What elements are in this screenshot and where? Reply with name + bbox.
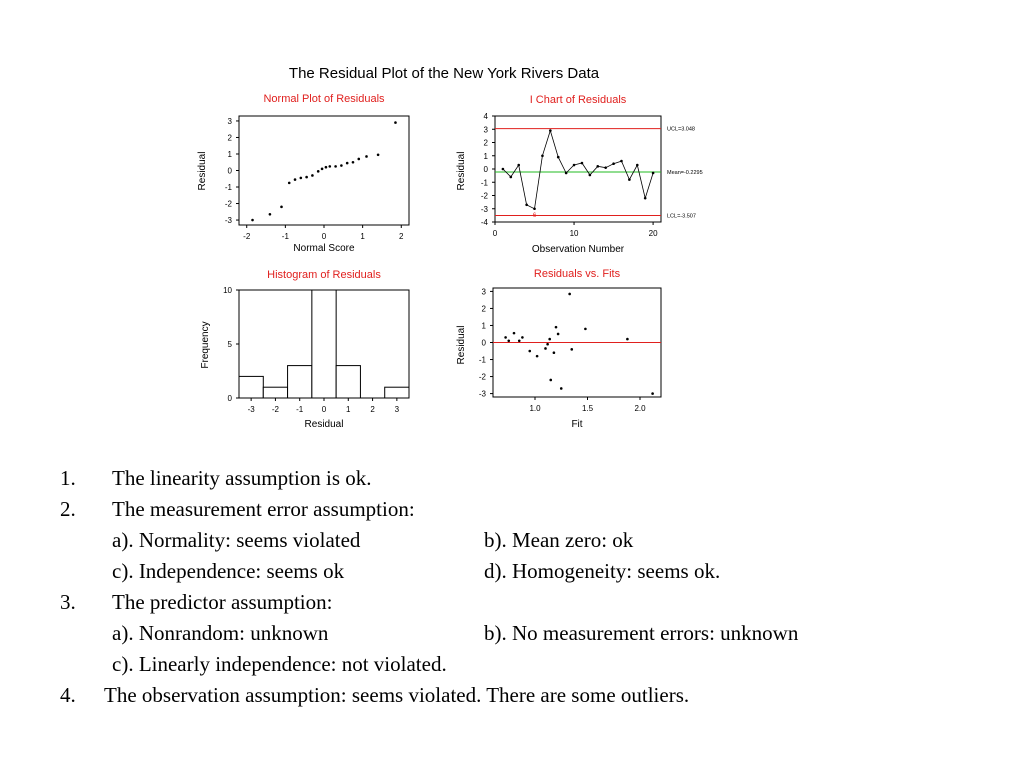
normal-plot-ytick-label: 3: [227, 116, 232, 126]
residuals-vs-fits-title: Residuals vs. Fits: [533, 268, 621, 280]
normal-plot-point: [346, 162, 349, 165]
normal-plot-point: [352, 161, 355, 164]
i-chart-point: [502, 168, 505, 171]
i-chart-xtick-label: 10: [569, 229, 579, 238]
i-chart-point: [612, 162, 615, 165]
i-chart-ytick-label: -2: [480, 191, 488, 201]
histogram-xtick-label: -2: [271, 405, 279, 414]
i-chart-point: [596, 165, 599, 168]
histogram-ytick-label: 10: [223, 286, 232, 295]
normal-plot-point: [280, 206, 283, 209]
note-2d: d). Homogeneity: seems ok.: [484, 559, 721, 583]
histogram-ylabel: Frequency: [200, 321, 211, 369]
residuals-vs-fits-panel: [456, 268, 661, 430]
i-chart-point: [533, 207, 536, 210]
i-chart-point: [573, 164, 576, 167]
histogram-title: Histogram of Residuals: [267, 269, 381, 281]
residuals-vs-fits-ytick-label: 3: [481, 287, 486, 297]
i-chart-series-line: [503, 131, 653, 209]
normal-plot-frame: [239, 116, 409, 225]
note-3a: a). Nonrandom: unknown: [112, 621, 329, 645]
residuals-vs-fits-point: [521, 336, 524, 339]
note-2c: c). Independence: seems ok: [112, 559, 345, 583]
histogram-xtick-label: 0: [321, 405, 327, 414]
normal-plot-ytick-label: 1: [227, 149, 232, 159]
note-2b: b). Mean zero: ok: [484, 528, 634, 552]
normal-plot-point: [325, 166, 328, 169]
residuals-vs-fits-xtick-label: 1.5: [581, 404, 594, 413]
histogram-bar: [385, 387, 409, 398]
normal-plot-point: [311, 174, 314, 177]
residuals-vs-fits-point: [548, 338, 551, 341]
normal-plot-xtick-label: 1: [360, 232, 365, 241]
histogram-xtick-label: 1: [346, 405, 351, 414]
i-chart-ytick-label: -3: [480, 204, 488, 214]
residuals-vs-fits-point: [544, 347, 547, 350]
note-3-text: The predictor assumption:: [112, 590, 333, 614]
i-chart-point: [549, 129, 552, 132]
residuals-vs-fits-point: [557, 333, 560, 336]
note-4-number: 4.: [60, 683, 76, 707]
normal-plot-point: [377, 154, 380, 157]
histogram-bar: [288, 366, 312, 398]
i-chart-point: [541, 154, 544, 157]
normal-plot-ytick-label: 0: [227, 166, 232, 176]
residuals-vs-fits-point: [549, 379, 552, 382]
note-1-text: The linearity assumption is ok.: [112, 466, 372, 490]
note-2a: a). Normality: seems violated: [112, 528, 361, 552]
residuals-vs-fits-ytick-label: 0: [481, 338, 486, 348]
i-chart-ucl-label: UCL=3.048: [667, 126, 695, 133]
residuals-vs-fits-point: [553, 351, 556, 354]
histogram-xtick-label: 2: [370, 405, 375, 414]
normal-plot-ytick-label: 2: [227, 133, 232, 143]
normal-plot-point: [365, 155, 368, 158]
normal-plot-point: [294, 178, 297, 181]
residuals-vs-fits-point: [570, 348, 573, 351]
normal-plot-ytick-label: -3: [224, 216, 232, 226]
normal-plot-point: [394, 121, 397, 124]
histogram-bar: [312, 290, 336, 398]
normal-plot-point: [251, 219, 254, 222]
i-chart-xlabel: Observation Number: [531, 244, 625, 255]
normal-plot-point: [321, 168, 324, 171]
residuals-vs-fits-xlabel: Fit: [571, 419, 583, 430]
histogram-xtick-label: -3: [247, 405, 255, 414]
i-chart-point: [510, 176, 513, 179]
histogram-xtick-label: -1: [296, 405, 304, 414]
note-1-number: 1.: [60, 466, 76, 490]
histogram-xtick-label: 3: [394, 405, 400, 414]
i-chart-ytick-label: 3: [483, 125, 488, 135]
residuals-vs-fits-point: [584, 328, 587, 331]
i-chart-mean-label: Mean=-0.2295: [667, 170, 703, 177]
normal-plot-ylabel: Residual: [197, 151, 208, 191]
histogram-ytick-label: 0: [227, 394, 232, 403]
normal-plot-panel: [197, 93, 409, 254]
residuals-vs-fits-point: [626, 338, 629, 341]
i-chart-ytick-label: 0: [483, 165, 488, 174]
normal-plot-xtick-label: 0: [321, 232, 327, 241]
residuals-vs-fits-ytick-label: 1: [481, 321, 486, 331]
i-chart-point: [525, 203, 528, 206]
residuals-vs-fits-point: [560, 387, 563, 390]
normal-plot-point: [340, 164, 343, 167]
residuals-vs-fits-xtick-label: 1.0: [529, 404, 541, 413]
i-chart-title: I Chart of Residuals: [529, 94, 627, 106]
normal-plot-point: [328, 165, 331, 168]
i-chart-ytick-label: 4: [483, 112, 488, 121]
i-chart-point: [589, 174, 592, 177]
note-3b: b). No measurement errors: unknown: [484, 621, 799, 645]
residuals-vs-fits-point: [507, 339, 510, 342]
residuals-vs-fits-point: [536, 355, 539, 358]
i-chart-xtick-label: 20: [648, 229, 658, 238]
i-chart-point: [628, 178, 631, 181]
i-chart-point: [581, 162, 584, 165]
normal-plot-point: [288, 182, 291, 185]
residuals-vs-fits-point: [504, 336, 507, 339]
residuals-vs-fits-ytick-label: 2: [481, 304, 486, 314]
normal-plot-point: [357, 158, 360, 161]
normal-plot-xlabel: Normal Score: [293, 243, 355, 254]
normal-plot-point: [305, 176, 308, 179]
residuals-vs-fits-ytick-label: -1: [478, 355, 486, 365]
assumption-notes: [0, 462, 1024, 762]
i-chart-lcl-label: LCL=-3.507: [667, 213, 696, 220]
histogram-bar: [336, 366, 360, 398]
i-chart-panel: [456, 94, 703, 255]
i-chart-ytick-label: 2: [483, 138, 488, 148]
residuals-vs-fits-ylabel: Residual: [456, 325, 467, 365]
note-3-number: 3.: [60, 590, 76, 614]
normal-plot-xtick-label: -2: [243, 232, 251, 241]
normal-plot-xtick-label: -1: [281, 232, 289, 241]
i-chart-ytick-label: 1: [483, 151, 488, 161]
residuals-vs-fits-point: [651, 392, 654, 395]
residuals-vs-fits-point: [513, 332, 516, 335]
i-chart-point: [652, 172, 655, 175]
normal-plot-point: [269, 213, 272, 216]
residuals-vs-fits-point: [568, 293, 571, 296]
histogram-xlabel: Residual: [304, 419, 344, 430]
i-chart-point: [604, 166, 607, 169]
i-chart-flag-label: 6: [532, 212, 537, 219]
i-chart-ytick-label: -1: [480, 178, 488, 188]
figure-title: The Residual Plot of the New York Rivers Data: [288, 65, 600, 82]
i-chart-point: [565, 172, 568, 175]
i-chart-point: [620, 160, 623, 163]
i-chart-ytick-label: -4: [480, 218, 488, 227]
normal-plot-point: [300, 177, 303, 180]
note-2-number: 2.: [60, 497, 76, 521]
normal-plot-title: Normal Plot of Residuals: [263, 93, 385, 105]
i-chart-point: [636, 164, 639, 167]
residuals-vs-fits-point: [546, 343, 549, 346]
normal-plot-ytick-label: -1: [224, 183, 232, 193]
normal-plot-ytick-label: -2: [224, 199, 232, 209]
residuals-vs-fits-point: [555, 326, 558, 329]
i-chart-point: [557, 156, 560, 159]
normal-plot-xtick-label: 2: [399, 232, 404, 241]
normal-plot-point: [317, 170, 320, 173]
histogram-panel: [200, 269, 409, 430]
residuals-vs-fits-xtick-label: 2.0: [634, 404, 646, 413]
residuals-vs-fits-point: [528, 350, 531, 353]
note-3c: c). Linearly independence: not violated.: [112, 652, 447, 676]
normal-plot-point: [334, 165, 337, 168]
residuals-vs-fits-ytick-label: -3: [478, 389, 486, 399]
i-chart-point: [517, 164, 520, 167]
histogram-bar: [239, 376, 263, 398]
residuals-vs-fits-ytick-label: -2: [478, 372, 486, 382]
residuals-vs-fits-point: [518, 339, 521, 342]
note-4-text: The observation assumption: seems violated. There are some outliers.: [104, 683, 690, 707]
histogram-ytick-label: 5: [227, 340, 232, 349]
i-chart-point: [644, 197, 647, 200]
i-chart-xtick-label: 0: [492, 229, 498, 238]
histogram-bar: [263, 387, 287, 398]
i-chart-ylabel: Residual: [456, 151, 467, 191]
note-2-text: The measurement error assumption:: [112, 497, 415, 521]
